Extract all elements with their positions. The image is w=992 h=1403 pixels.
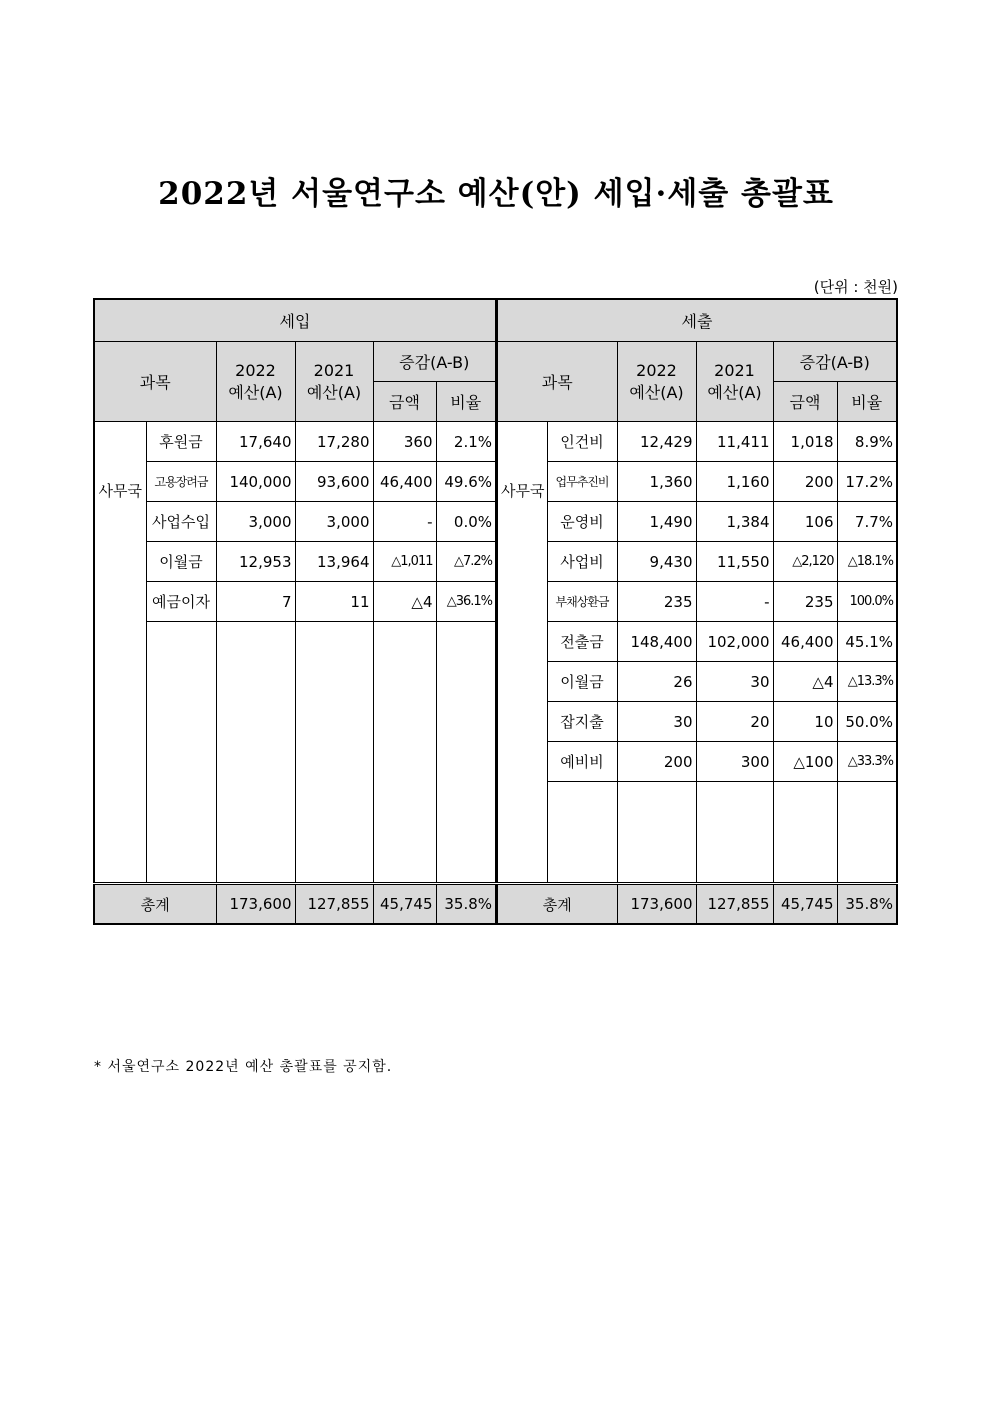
table-row: [94, 422, 496, 462]
row-amount: 360: [373, 422, 436, 462]
row-2021: 3,000: [295, 502, 373, 542]
row-ratio: 0.0%: [436, 502, 496, 542]
row-2021: 11: [295, 582, 373, 622]
row-amount: 10: [773, 702, 837, 742]
revenue-group: 사무국: [94, 422, 146, 884]
table-row: [497, 542, 897, 582]
header-2022-year: 2022: [636, 360, 677, 380]
row-amount: △100: [773, 742, 837, 782]
row-item: 사업수입: [146, 502, 216, 542]
row-amount: 200: [773, 462, 837, 502]
row-2022: 1,360: [617, 462, 696, 502]
row-2021: 1,384: [696, 502, 773, 542]
row-2021: 17,280: [295, 422, 373, 462]
row-2021: 13,964: [295, 542, 373, 582]
expense-total-row: [497, 884, 897, 925]
row-2022: 148,400: [617, 622, 696, 662]
row-item: 부채상환금: [547, 582, 617, 622]
row-item: 사업비: [547, 542, 617, 582]
header-2022-label: 예산(A): [228, 382, 283, 402]
table-row: [497, 462, 897, 502]
row-2021: 300: [696, 742, 773, 782]
row-item: 후원금: [146, 422, 216, 462]
row-amount: -: [373, 502, 436, 542]
row-ratio: 100.0%: [837, 582, 897, 622]
row-2022: 26: [617, 662, 696, 702]
header-2021-label: 예산(A): [707, 382, 762, 402]
row-item: 잡지출: [547, 702, 617, 742]
table-row-empty: [94, 622, 496, 884]
table-row: [94, 462, 496, 502]
footnote: * 서울연구소 2022년 예산 총괄표를 공지함.: [94, 1059, 393, 1075]
row-ratio: 2.1%: [436, 422, 496, 462]
row-item: 전출금: [547, 622, 617, 662]
table-row: [497, 662, 897, 702]
header-2022-label: 예산(A): [629, 382, 684, 402]
row-ratio: 17.2%: [837, 462, 897, 502]
row-amount: △1,011: [373, 542, 436, 582]
header-change: 증감(A-B): [773, 342, 897, 382]
total-amount: 45,745: [773, 884, 837, 925]
row-ratio: 8.9%: [837, 422, 897, 462]
row-2022: 3,000: [216, 502, 295, 542]
expense-group: 사무국: [497, 422, 547, 884]
row-amount: △4: [373, 582, 436, 622]
row-2022: 30: [617, 702, 696, 742]
header-2021-year: 2021: [313, 360, 355, 380]
header-amount: 금액: [373, 382, 436, 422]
row-ratio: 7.7%: [837, 502, 897, 542]
row-item: 업무추진비: [547, 462, 617, 502]
row-amount: 106: [773, 502, 837, 542]
total-2022: 173,600: [617, 884, 696, 925]
row-2022: 9,430: [617, 542, 696, 582]
row-2022: 17,640: [216, 422, 295, 462]
table-row: [497, 702, 897, 742]
total-ratio: 35.8%: [837, 884, 897, 925]
revenue-total-row: [94, 884, 496, 925]
row-amount: 235: [773, 582, 837, 622]
table-row: [497, 742, 897, 782]
row-amount: 1,018: [773, 422, 837, 462]
row-ratio: △36.1%: [436, 582, 496, 622]
row-ratio: △18.1%: [837, 542, 897, 582]
row-ratio: 49.6%: [436, 462, 496, 502]
row-2022: 12,429: [617, 422, 696, 462]
table-row: [497, 422, 897, 462]
row-2022: 235: [617, 582, 696, 622]
row-2021: 11,550: [696, 542, 773, 582]
expense-table: [496, 298, 898, 925]
row-amount: 46,400: [773, 622, 837, 662]
expense-section-title: 세출: [497, 299, 897, 342]
row-item: 고용장려금: [146, 462, 216, 502]
row-ratio: △13.3%: [837, 662, 897, 702]
row-item: 운영비: [547, 502, 617, 542]
table-row-empty: [497, 782, 897, 884]
header-2022: [617, 342, 696, 422]
row-item: 예비비: [547, 742, 617, 782]
total-label: 총계: [94, 884, 216, 925]
header-ratio: 비율: [837, 382, 897, 422]
row-ratio: △33.3%: [837, 742, 897, 782]
row-2021: 11,411: [696, 422, 773, 462]
total-ratio: 35.8%: [436, 884, 496, 925]
header-change: 증감(A-B): [373, 342, 496, 382]
table-row: [497, 622, 897, 662]
row-2022: 1,490: [617, 502, 696, 542]
table-row: [497, 582, 897, 622]
header-2022: [216, 342, 295, 422]
revenue-section-title: 세입: [94, 299, 496, 342]
table-row: [94, 502, 496, 542]
row-2021: 93,600: [295, 462, 373, 502]
row-2021: 1,160: [696, 462, 773, 502]
row-item: 예금이자: [146, 582, 216, 622]
table-row: [94, 542, 496, 582]
row-item: 인건비: [547, 422, 617, 462]
row-2021: 30: [696, 662, 773, 702]
total-label: 총계: [497, 884, 617, 925]
total-2021: 127,855: [696, 884, 773, 925]
row-2022: 12,953: [216, 542, 295, 582]
revenue-table: [93, 298, 497, 925]
total-2021: 127,855: [295, 884, 373, 925]
header-2021-label: 예산(A): [306, 382, 362, 402]
row-ratio: 50.0%: [837, 702, 897, 742]
row-item: 이월금: [547, 662, 617, 702]
header-2021: [295, 342, 373, 422]
header-subject: 과목: [497, 342, 617, 422]
header-ratio: 비율: [436, 382, 496, 422]
row-amount: △2,120: [773, 542, 837, 582]
header-subject: 과목: [94, 342, 216, 422]
row-2021: 102,000: [696, 622, 773, 662]
header-2021: [696, 342, 773, 422]
header-amount: 금액: [773, 382, 837, 422]
total-2022: 173,600: [216, 884, 295, 925]
row-2022: 200: [617, 742, 696, 782]
header-2022-year: 2022: [235, 360, 276, 380]
unit-label: (단위 : 천원): [813, 278, 898, 296]
row-2021: -: [696, 582, 773, 622]
row-2022: 140,000: [216, 462, 295, 502]
row-ratio: △7.2%: [436, 542, 496, 582]
table-row: [94, 582, 496, 622]
row-ratio: 45.1%: [837, 622, 897, 662]
page-title: 2022년 서울연구소 예산(안) 세입·세출 총괄표: [158, 176, 834, 212]
total-amount: 45,745: [373, 884, 436, 925]
row-item: 이월금: [146, 542, 216, 582]
row-2021: 20: [696, 702, 773, 742]
row-amount: △4: [773, 662, 837, 702]
row-amount: 46,400: [373, 462, 436, 502]
table-row: [497, 502, 897, 542]
row-2022: 7: [216, 582, 295, 622]
header-2021-year: 2021: [714, 360, 755, 380]
